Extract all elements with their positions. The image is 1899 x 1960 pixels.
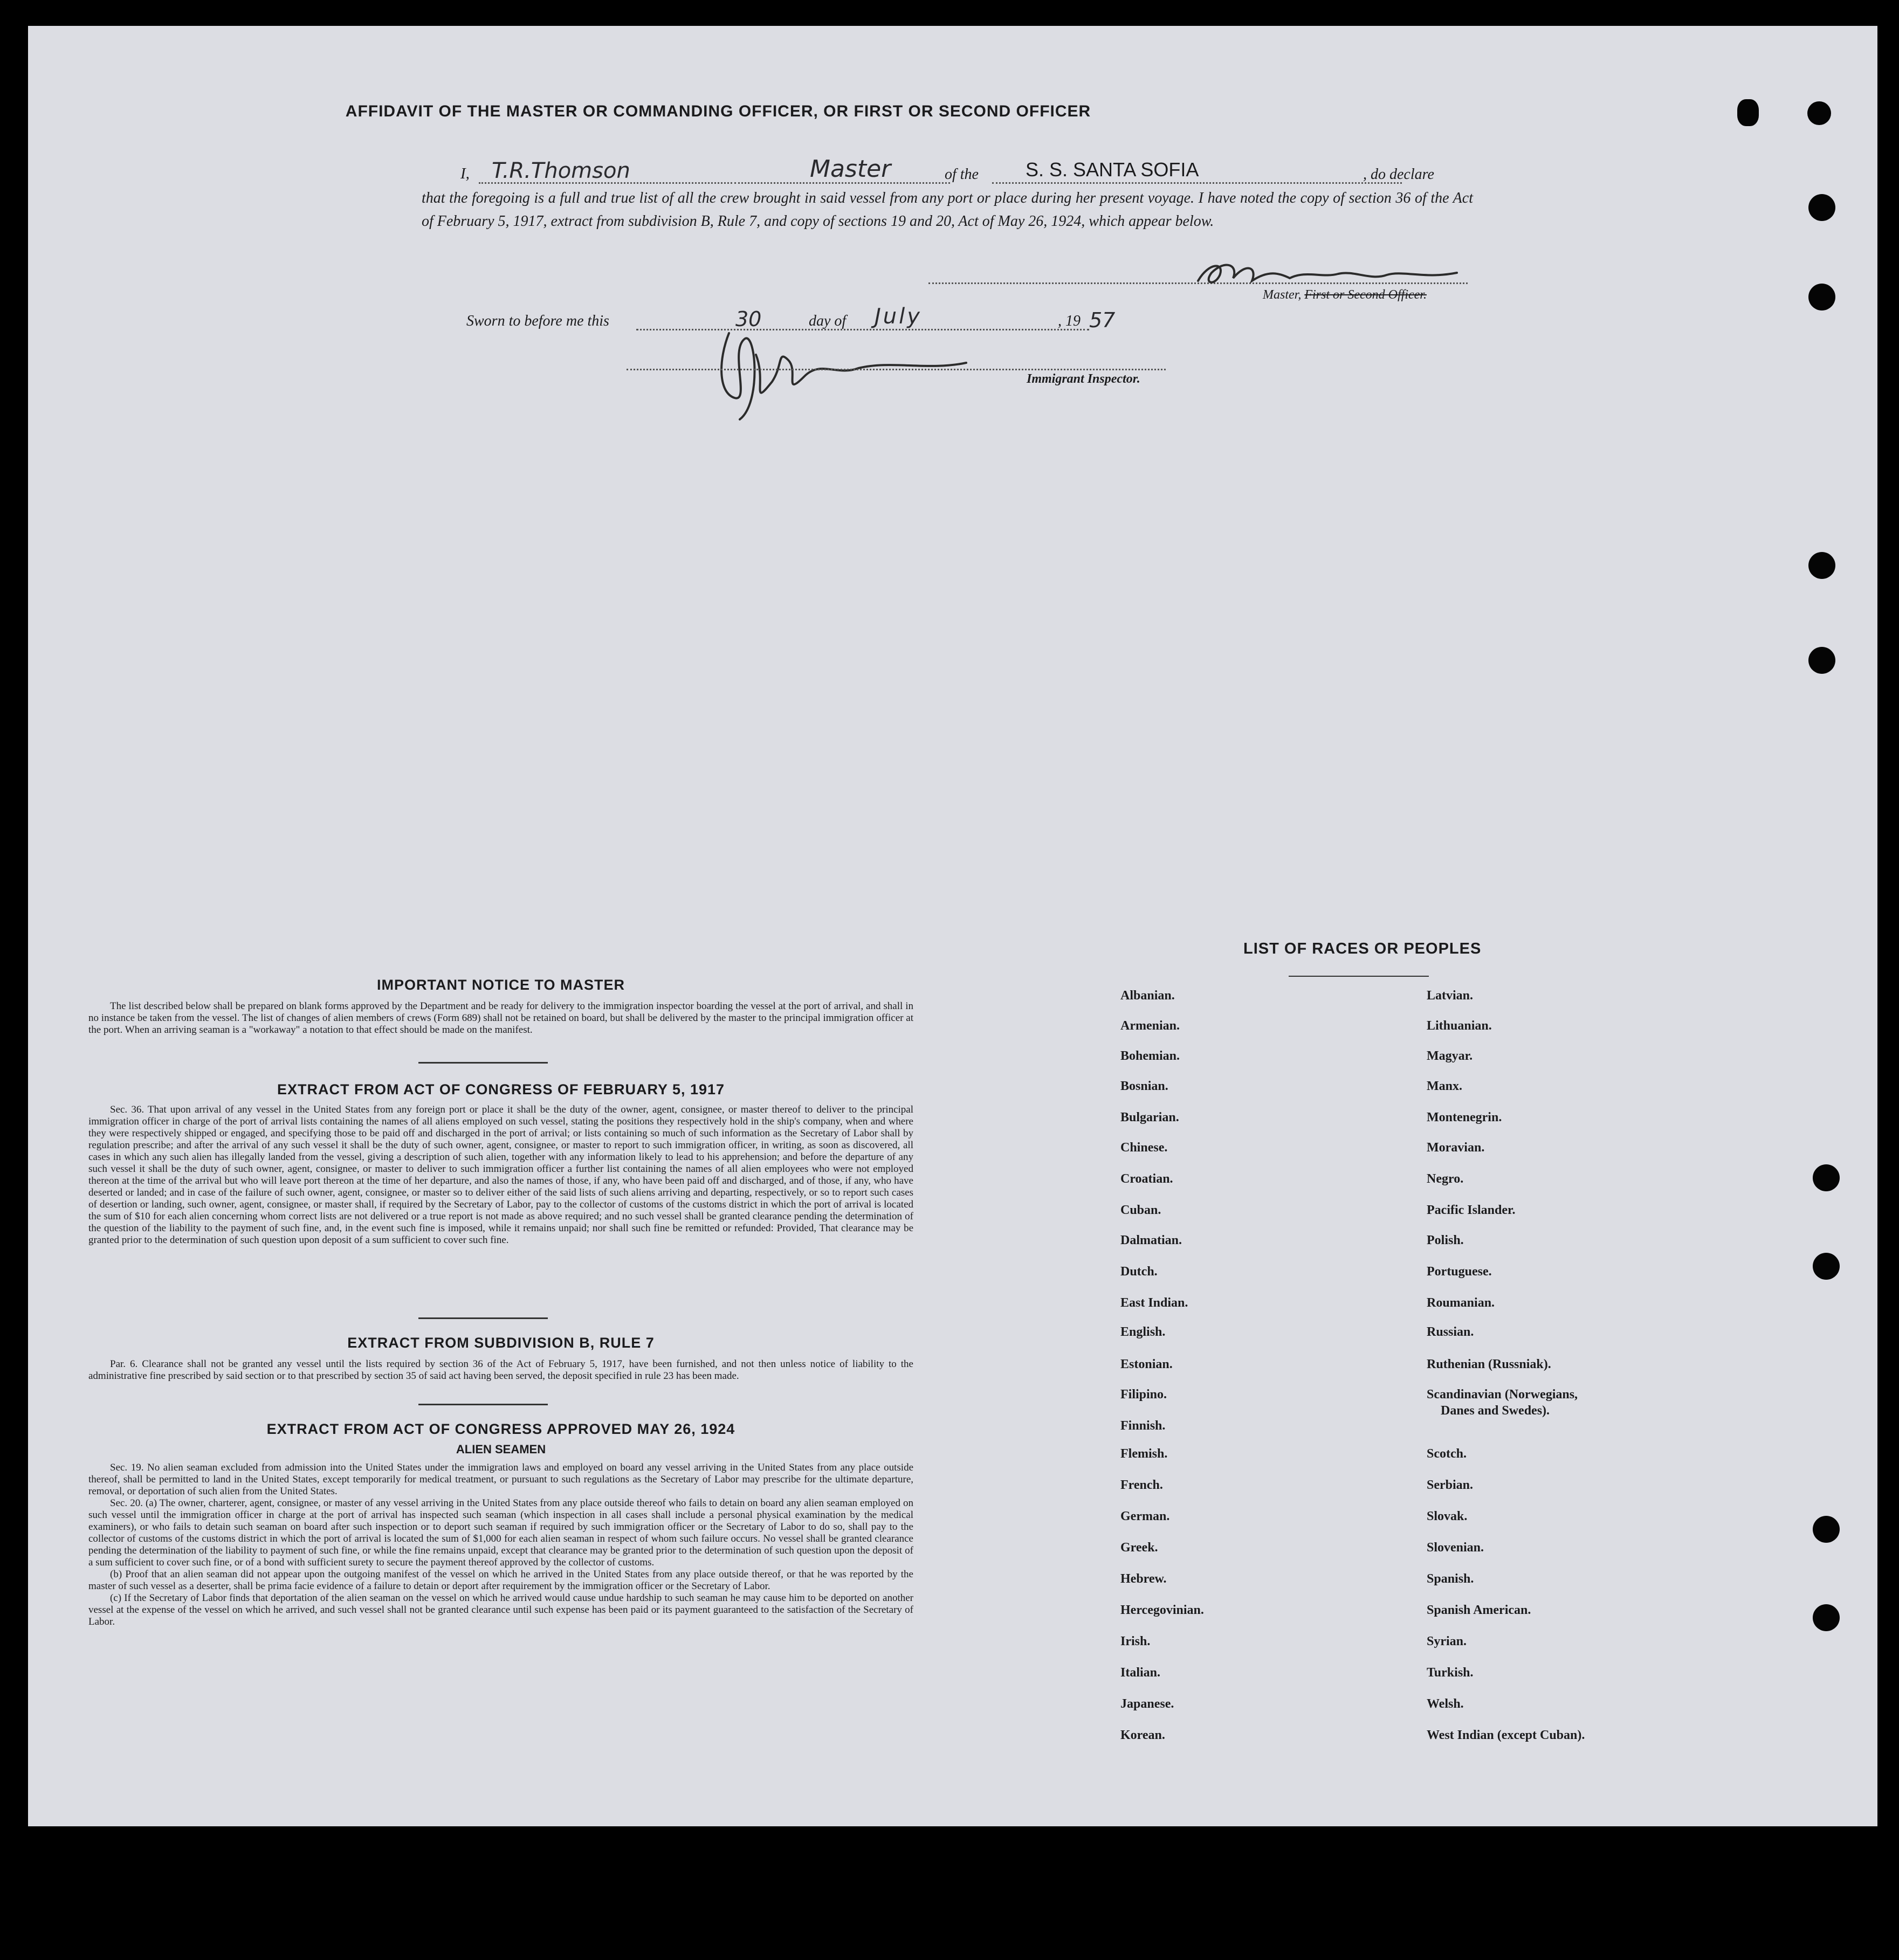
race-item: Greek. [1120, 1541, 1158, 1555]
sworn-label: Sworn to before me this [466, 313, 609, 329]
race-item: Finnish. [1120, 1419, 1166, 1433]
race-item: Chinese. [1120, 1141, 1168, 1155]
rank-value: Master [810, 155, 891, 183]
notice-paragraph: The list described below shall be prepared on blank forms approved by the Department and be ready for delivery to the immigration inspector boarding the vessel at the port of arrival, and shall in no instance be taken from the vessel. The list of changes of alien members of crews (Form 689) shall not be retained on board, but shall be delivered by the master to the principal immigration officer at the port. When an arriving seaman is a "workaway" a notation to that effect should be made on the manifest. [88, 1000, 913, 1036]
race-item: Italian. [1120, 1666, 1161, 1680]
inspector-signature [697, 317, 988, 430]
race-item: Danes and Swedes). [1441, 1404, 1550, 1418]
race-item: Dalmatian. [1120, 1233, 1182, 1247]
race-item: Bosnian. [1120, 1079, 1168, 1093]
race-item: Croatian. [1120, 1172, 1173, 1186]
race-item: Irish. [1120, 1634, 1151, 1648]
race-item: Negro. [1427, 1172, 1464, 1186]
section-20b-paragraph: (b) Proof that an alien seaman did not appear upon the outgoing manifest of the vessel on which he arrived in the United States from any place outside thereof, or that he was reported by the master of such vessel as a deserter, shall be prima facie evidence of a failure to detain or deport after requirement by the immigration officer or the Secretary of Labor. [88, 1569, 913, 1592]
race-item: Latvian. [1427, 989, 1474, 1003]
divider [418, 1317, 548, 1319]
extract-1917-body [88, 1104, 913, 1246]
extract-1917-title: EXTRACT FROM ACT OF CONGRESS OF FEBRUARY 5, 1917 [277, 1081, 725, 1098]
master-caption: Master, [1263, 288, 1302, 302]
of-the-label: of the [945, 166, 979, 183]
year-suffix: 57 [1089, 308, 1116, 332]
race-item: Bulgarian. [1120, 1110, 1179, 1124]
divider [1289, 976, 1429, 977]
punch-hole [1737, 99, 1759, 126]
race-item: Syrian. [1427, 1634, 1467, 1648]
punch-hole [1813, 1164, 1840, 1191]
race-item: Slovak. [1427, 1509, 1468, 1523]
race-item: Russian. [1427, 1325, 1474, 1339]
race-item: Armenian. [1120, 1019, 1180, 1033]
notice-body [88, 1000, 913, 1036]
sworn-day: 30 [735, 307, 762, 331]
race-item: Dutch. [1120, 1265, 1158, 1279]
affidavit-title: AFFIDAVIT OF THE MASTER OR COMMANDING OFFICER, OR FIRST OR SECOND OFFICER [345, 102, 1091, 120]
race-item: Slovenian. [1427, 1541, 1484, 1555]
race-item: Serbian. [1427, 1478, 1474, 1492]
race-item: Manx. [1427, 1079, 1462, 1093]
race-item: Bohemian. [1120, 1049, 1180, 1063]
inspector-signature-line [627, 369, 1166, 370]
punch-hole [1813, 1516, 1840, 1543]
year-prefix: , 19 [1058, 313, 1081, 329]
race-item: Portuguese. [1427, 1265, 1492, 1279]
race-item: Turkish. [1427, 1666, 1474, 1680]
race-item: Flemish. [1120, 1447, 1168, 1461]
race-item: Polish. [1427, 1233, 1464, 1247]
punch-hole [1808, 552, 1835, 579]
section-20c-paragraph: (c) If the Secretary of Labor finds that deportation of the alien seaman on the vessel on which he arrived would cause undue hardship to such seaman he may cause him to be deported on another vessel at the expense of the vessel on which he arrived, and such vessel shall not be granted clearance until such expense has been paid or its payment guaranteed to the satisfaction of the Secretary of Labor. [88, 1592, 913, 1627]
race-item: Pacific Islander. [1427, 1203, 1516, 1217]
race-item: Ruthenian (Russniak). [1427, 1357, 1551, 1371]
race-item: Lithuanian. [1427, 1019, 1492, 1033]
punch-hole [1813, 1253, 1840, 1280]
race-item: Spanish American. [1427, 1603, 1531, 1617]
extract-1924-title: EXTRACT FROM ACT OF CONGRESS APPROVED MAY 26, 1924 [266, 1421, 735, 1437]
race-item: Montenegrin. [1427, 1110, 1502, 1124]
extract-1924-body [88, 1462, 913, 1628]
race-item: Moravian. [1427, 1141, 1485, 1155]
race-item: Estonian. [1120, 1357, 1173, 1371]
race-item: English. [1120, 1325, 1166, 1339]
par-6-paragraph: Par. 6. Clearance shall not be granted any vessel until the lists required by section 36 of the Act of February 5, 1917, have been furnished, and not then unless notice of liability to the administrative fine prescribed by said section or to that prescribed by section 35 of said act having been served, the deposit specified in rule 23 has been made. [88, 1358, 913, 1382]
divider [418, 1404, 548, 1405]
section-19-paragraph: Sec. 19. No alien seaman excluded from admission into the United States under the immigration laws and employed on board any vessel arriving in the United States from any place outside thereof, shall be permitted to land in the United States, except temporarily for medical treatment, or pursuant to such regulations as the Secretary of Labor may prescribe for the ultimate departure, removal, or deportation of such alien from the United States. [88, 1462, 913, 1497]
officer-caption-struck: First or Second Officer. [1304, 288, 1427, 302]
race-item: Magyar. [1427, 1049, 1473, 1063]
form-page [28, 26, 1877, 1826]
rule-7-body [88, 1358, 913, 1382]
race-item: West Indian (except Cuban). [1427, 1728, 1585, 1742]
alien-seamen-subtitle: ALIEN SEAMEN [456, 1443, 546, 1456]
race-item: Japanese. [1120, 1697, 1174, 1711]
vessel-line [992, 182, 1402, 184]
section-20a-paragraph: Sec. 20. (a) The owner, charterer, agent, consignee, or master of any vessel arriving in the United States from any place outside thereof who fails to detain on board any alien seaman employed on such vessel until the immigration officer in charge at the port of arrival has inspected such seaman (which inspection in all cases shall include a personal physical examination by the medical examiners), or who fails to detain such seaman on board after such inspection or to deport such seaman if required by such immigration officer or the Secretary of Labor to do so, shall pay to the collector of customs of the customs district in which the port of arrival is located the sum of $1,000 for each alien seaman in respect of whom such failure occurs. No vessel shall be granted clearance pending the determination of the liability to payment of such fine, or while the fine remains unpaid, except that clearance may be granted prior to the determination of such question upon the deposit of a sum sufficient to cover such fine, or of a bond with sufficient surety to secure the payment thereof approved by the collector of customs. [88, 1497, 913, 1568]
race-item: Spanish. [1427, 1572, 1474, 1586]
master-name: T.R.Thomson [492, 158, 630, 183]
race-item: French. [1120, 1478, 1163, 1492]
race-item: Filipino. [1120, 1388, 1167, 1402]
i-label: I, [460, 165, 470, 182]
race-item: Albanian. [1120, 989, 1175, 1003]
race-item: Hercegovinian. [1120, 1603, 1204, 1617]
race-item: Welsh. [1427, 1697, 1464, 1711]
races-title: LIST OF RACES OR PEOPLES [1243, 940, 1482, 957]
race-item: German. [1120, 1509, 1170, 1523]
section-36-paragraph: Sec. 36. That upon arrival of any vessel in the United States from any foreign port or place it shall be the duty of the owner, agent, consignee, or master thereof to deliver to the principal immigration officer in charge of the port of arrival lists containing the names of all aliens employed on such vessel, stating the positions they respectively hold in the ship's company, when and where they were respectively shipped or engaged, and specifying those to be paid off and discharged in the port of arrival; or lists containing so much of such information as the Secretary of Labor shall by regulation prescribe; and after the arrival of any such vessel it shall be the duty of such owner, agent, consignee, or master to report to such immigration officer, in writing, as soon as discovered, all cases in which any such alien has illegally landed from the vessel, giving a description of such alien, together with any information likely to lead to his apprehension; and before the departure of any such vessel it shall be the duty of such owner, agent, consignee, or master to deliver to such immigration officer a further list containing the names of all alien employees who were not employed thereon at the time of the arrival but who will leave port thereon at the time of her departure, and also the names of those, if any, who have been paid off and discharged, and of those, if any, who have deserted or landed; and in case of the failure of such owner, agent, consignee, or master so to deliver either of the said lists of such aliens arriving and departing, respectively, or so to report such cases of desertion or landing, such owner, agent, consignee, or master shall, if required by the Secretary of Labor, pay to the collector of customs of the customs district in which the port of arrival is located the sum of $10 for each alien concerning whom correct lists are not delivered or a true report is not made as above required; and no such vessel shall be granted clearance pending the determination of the question of the liability to the payment of such fine, and, in the event such fine is imposed, while it remains unpaid; nor shall such fine be remitted or refunded: Provided, That clearance may be granted prior to the determination of such question upon deposit of a sum sufficient to cover such fine. [88, 1104, 913, 1246]
race-item: Roumanian. [1427, 1296, 1495, 1310]
race-item: Scotch. [1427, 1447, 1467, 1461]
divider [418, 1062, 548, 1064]
notice-title: IMPORTANT NOTICE TO MASTER [377, 977, 625, 993]
race-item: Scandinavian (Norwegians, [1427, 1388, 1578, 1402]
punch-hole [1807, 101, 1831, 125]
punch-hole [1808, 194, 1835, 221]
race-item: Korean. [1120, 1728, 1165, 1742]
race-item: Cuban. [1120, 1203, 1161, 1217]
day-of-label: day of [809, 313, 847, 329]
sworn-month: July [875, 304, 922, 329]
affidavit-body: that the foregoing is a full and true list of all the crew brought in said vessel from any port or place during her present voyage. I have noted the copy of section 36 of the Act of February 5, 1917, extract from subdivision B, Rule 7, and copy of sections 19 and 20, Act of May 26, 1924, which appear below. [422, 190, 1473, 230]
race-item: East Indian. [1120, 1296, 1188, 1310]
inspector-caption: Immigrant Inspector. [1027, 372, 1140, 386]
signer-caption [1263, 288, 1427, 302]
rule-7-title: EXTRACT FROM SUBDIVISION B, RULE 7 [347, 1335, 655, 1351]
vessel-name: S. S. SANTA SOFIA [1026, 158, 1199, 181]
punch-hole [1808, 284, 1835, 310]
punch-hole [1813, 1604, 1840, 1631]
do-declare-label: , do declare [1363, 166, 1434, 183]
race-item: Hebrew. [1120, 1572, 1167, 1586]
punch-hole [1808, 647, 1835, 674]
